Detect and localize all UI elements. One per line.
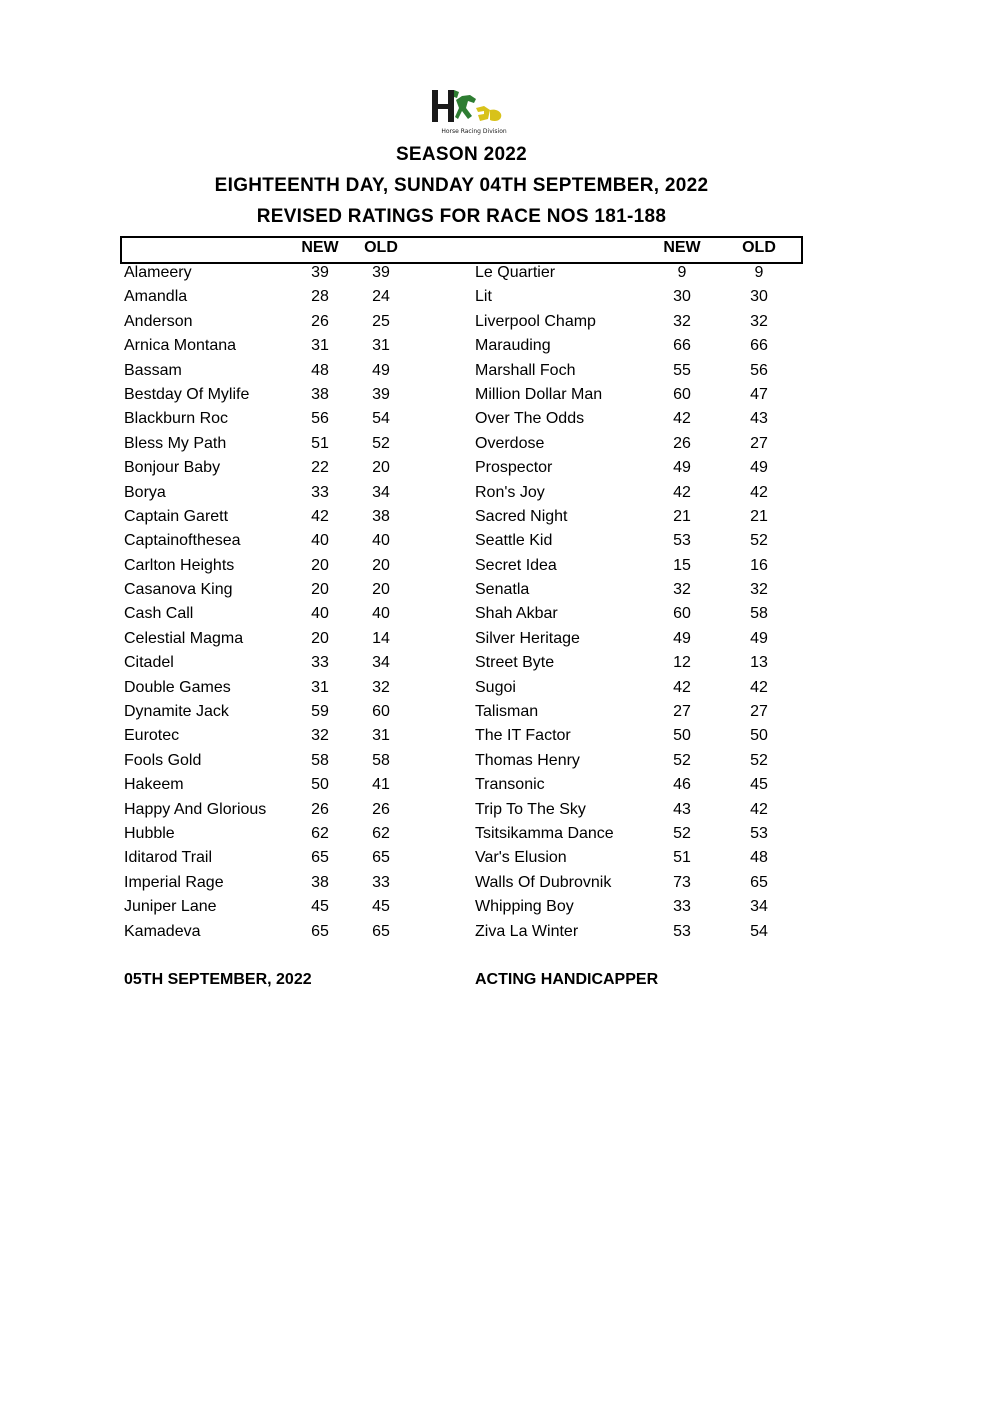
- left-old-rating: 49: [372, 361, 390, 379]
- right-new-rating: 33: [673, 898, 691, 916]
- left-old-rating: 31: [372, 337, 390, 355]
- table-row: [0, 384, 999, 408]
- left-horse-name: Anderson: [124, 312, 193, 330]
- left-horse-name: Juniper Lane: [124, 898, 217, 916]
- right-new-rating: 32: [673, 581, 691, 599]
- table-row: [0, 457, 999, 481]
- right-new-rating: 30: [673, 288, 691, 306]
- table-row: [0, 286, 999, 310]
- right-old-rating: 52: [750, 532, 768, 550]
- left-new-rating: 22: [311, 459, 329, 477]
- table-row: [0, 579, 999, 603]
- table-row: [0, 603, 999, 627]
- right-horse-name: Liverpool Champ: [475, 312, 596, 330]
- right-old-rating: 34: [750, 898, 768, 916]
- left-old-rating: 33: [372, 873, 390, 891]
- footer-date: 05TH SEPTEMBER, 2022: [124, 971, 312, 988]
- left-horse-name: Happy And Glorious: [124, 800, 267, 818]
- right-horse-name: Marshall Foch: [475, 361, 576, 379]
- left-old-rating: 26: [372, 800, 390, 818]
- right-old-rating: 42: [750, 678, 768, 696]
- table-row: [0, 628, 999, 652]
- left-new-rating: 48: [311, 361, 329, 379]
- right-horse-name: Transonic: [475, 776, 545, 794]
- left-horse-name: Bless My Path: [124, 434, 227, 452]
- right-old-rating: 53: [750, 824, 768, 842]
- left-old-rating: 52: [372, 434, 390, 452]
- right-new-rating: 12: [673, 654, 691, 672]
- table-row: [0, 799, 999, 823]
- left-old-rating: 45: [372, 898, 390, 916]
- left-old-rating: 32: [372, 678, 390, 696]
- left-new-rating: 38: [311, 873, 329, 891]
- right-horse-name: Seattle Kid: [475, 532, 553, 550]
- left-new-rating: 20: [311, 581, 329, 599]
- left-old-rating: 20: [372, 556, 390, 574]
- left-old-rating: 60: [372, 703, 390, 721]
- left-horse-name: Citadel: [124, 654, 174, 672]
- left-old-rating: 39: [372, 264, 390, 281]
- left-old-rating: 54: [372, 410, 390, 428]
- right-horse-name: Senatla: [475, 581, 530, 599]
- table-row: [0, 652, 999, 676]
- right-new-rating: 42: [673, 483, 691, 501]
- left-new-rating: 20: [311, 556, 329, 574]
- right-horse-name: Thomas Henry: [475, 751, 580, 769]
- table-row: [0, 847, 999, 871]
- right-new-rating: 60: [673, 605, 691, 623]
- right-new-rating: 43: [673, 800, 691, 818]
- left-old-rating: 40: [372, 532, 390, 550]
- ratings-table: [0, 262, 999, 945]
- table-row: [0, 530, 999, 554]
- left-old-rating: 41: [372, 776, 390, 794]
- right-horse-name: Shah Akbar: [475, 605, 558, 623]
- left-new-rating: 56: [311, 410, 329, 428]
- right-old-rating: 27: [750, 434, 768, 452]
- right-old-rating: 42: [750, 483, 768, 501]
- right-old-rating: 43: [750, 410, 768, 428]
- left-new-header: NEW: [301, 239, 339, 256]
- left-new-rating: 31: [311, 678, 329, 696]
- right-old-rating: 45: [750, 776, 768, 794]
- left-horse-name: Bestday Of Mylife: [124, 385, 250, 403]
- right-old-rating: 66: [750, 337, 768, 355]
- left-old-rating: 58: [372, 751, 390, 769]
- right-new-rating: 50: [673, 727, 691, 745]
- left-horse-name: Carlton Heights: [124, 556, 235, 574]
- right-horse-name: Walls Of Dubrovnik: [475, 873, 612, 891]
- left-new-rating: 28: [311, 288, 329, 306]
- left-old-rating: 25: [372, 312, 390, 330]
- right-old-rating: 65: [750, 873, 768, 891]
- right-old-rating: 58: [750, 605, 768, 623]
- right-horse-name: Sacred Night: [475, 507, 568, 525]
- left-new-rating: 45: [311, 898, 329, 916]
- table-row: [0, 555, 999, 579]
- right-new-rating: 26: [673, 434, 691, 452]
- left-horse-name: Imperial Rage: [124, 873, 224, 891]
- table-row: [0, 823, 999, 847]
- left-old-rating: 62: [372, 824, 390, 842]
- left-new-rating: 33: [311, 654, 329, 672]
- left-horse-name: Eurotec: [124, 727, 180, 745]
- table-row: [0, 311, 999, 335]
- left-new-rating: 42: [311, 507, 329, 525]
- left-new-rating: 51: [311, 434, 329, 452]
- right-new-rating: 60: [673, 385, 691, 403]
- right-horse-name: Ron's Joy: [475, 483, 545, 501]
- table-row: [0, 750, 999, 774]
- right-horse-name: Sugoi: [475, 678, 516, 696]
- right-horse-name: Var's Elusion: [475, 849, 567, 867]
- left-horse-name: Bonjour Baby: [124, 459, 221, 477]
- right-horse-name: Over The Odds: [475, 410, 585, 428]
- right-new-rating: 27: [673, 703, 691, 721]
- left-old-rating: 38: [372, 507, 390, 525]
- right-new-rating: 55: [673, 361, 691, 379]
- right-new-header: NEW: [663, 239, 701, 256]
- left-new-rating: 40: [311, 532, 329, 550]
- footer-signatory: ACTING HANDICAPPER: [475, 971, 659, 988]
- left-new-rating: 65: [311, 922, 329, 940]
- left-new-rating: 33: [311, 483, 329, 501]
- left-old-rating: 65: [372, 849, 390, 867]
- left-new-rating: 31: [311, 337, 329, 355]
- left-new-rating: 39: [311, 264, 329, 281]
- left-old-rating: 20: [372, 581, 390, 599]
- left-horse-name: Hakeem: [124, 776, 184, 794]
- right-old-rating: 47: [750, 385, 768, 403]
- right-horse-name: Tsitsikamma Dance: [475, 824, 614, 842]
- right-old-rating: 48: [750, 849, 768, 867]
- left-old-rating: 31: [372, 727, 390, 745]
- left-horse-name: Double Games: [124, 678, 231, 696]
- left-horse-name: Captainofthesea: [124, 532, 241, 550]
- right-old-rating: 49: [750, 459, 768, 477]
- table-row: [0, 335, 999, 359]
- right-old-rating: 50: [750, 727, 768, 745]
- right-horse-name: Street Byte: [475, 654, 555, 672]
- left-old-rating: 34: [372, 654, 390, 672]
- right-horse-name: Trip To The Sky: [475, 800, 586, 818]
- right-horse-name: Talisman: [475, 703, 539, 721]
- right-new-rating: 42: [673, 410, 691, 428]
- right-new-rating: 15: [673, 556, 691, 574]
- right-old-rating: 21: [750, 507, 768, 525]
- left-horse-name: Cash Call: [124, 605, 194, 623]
- table-row: [0, 921, 999, 945]
- left-horse-name: Bassam: [124, 361, 182, 379]
- right-new-rating: 52: [673, 824, 691, 842]
- left-old-rating: 39: [372, 385, 390, 403]
- left-new-rating: 50: [311, 776, 329, 794]
- left-new-rating: 59: [311, 703, 329, 721]
- right-old-rating: 52: [750, 751, 768, 769]
- svg-text:Horse Racing Division: Horse Racing Division: [441, 128, 507, 135]
- right-new-rating: 51: [673, 849, 691, 867]
- left-horse-name: Dynamite Jack: [124, 703, 229, 721]
- right-new-rating: 9: [677, 264, 687, 281]
- right-old-rating: 27: [750, 703, 768, 721]
- left-horse-name: Captain Garett: [124, 507, 229, 525]
- left-horse-name: Iditarod Trail: [124, 849, 213, 867]
- right-old-rating: 9: [754, 264, 764, 281]
- right-horse-name: Prospector: [475, 459, 553, 477]
- right-old-rating: 32: [750, 312, 768, 330]
- right-old-rating: 16: [750, 556, 768, 574]
- table-row: [0, 872, 999, 896]
- day-line: EIGHTEENTH DAY, SUNDAY 04TH SEPTEMBER, 2022: [214, 175, 709, 196]
- left-old-rating: 24: [372, 288, 390, 306]
- right-horse-name: Whipping Boy: [475, 898, 574, 916]
- right-old-rating: 13: [750, 654, 768, 672]
- right-new-rating: 49: [673, 629, 691, 647]
- table-row: [0, 262, 999, 286]
- left-old-header: OLD: [364, 239, 398, 256]
- left-new-rating: 38: [311, 385, 329, 403]
- right-new-rating: 53: [673, 532, 691, 550]
- left-new-rating: 26: [311, 800, 329, 818]
- table-row: [0, 360, 999, 384]
- table-row: [0, 506, 999, 530]
- left-old-rating: 34: [372, 483, 390, 501]
- table-row: [0, 408, 999, 432]
- right-horse-name: Lit: [475, 288, 492, 306]
- right-old-rating: 56: [750, 361, 768, 379]
- right-old-rating: 32: [750, 581, 768, 599]
- table-row: [0, 482, 999, 506]
- table-row: [0, 725, 999, 749]
- right-new-rating: 49: [673, 459, 691, 477]
- right-horse-name: Le Quartier: [475, 264, 556, 281]
- table-row: [0, 774, 999, 798]
- season-title: SEASON 2022: [395, 144, 528, 165]
- left-old-rating: 20: [372, 459, 390, 477]
- left-new-rating: 65: [311, 849, 329, 867]
- left-old-rating: 14: [372, 629, 390, 647]
- right-old-rating: 42: [750, 800, 768, 818]
- right-horse-name: Secret Idea: [475, 556, 557, 574]
- right-horse-name: Million Dollar Man: [475, 385, 603, 403]
- left-horse-name: Hubble: [124, 824, 175, 842]
- left-old-rating: 65: [372, 922, 390, 940]
- right-new-rating: 52: [673, 751, 691, 769]
- left-new-rating: 58: [311, 751, 329, 769]
- left-new-rating: 26: [311, 312, 329, 330]
- table-row: [0, 433, 999, 457]
- hrd-logo-graphic: [428, 86, 520, 138]
- right-horse-name: Overdose: [475, 434, 545, 452]
- left-horse-name: Arnica Montana: [124, 337, 237, 355]
- right-old-rating: 49: [750, 629, 768, 647]
- right-old-rating: 30: [750, 288, 768, 306]
- left-horse-name: Blackburn Roc: [124, 410, 229, 428]
- right-horse-name: Ziva La Winter: [475, 922, 579, 940]
- left-new-rating: 32: [311, 727, 329, 745]
- left-horse-name: Amandla: [124, 288, 188, 306]
- right-horse-name: Silver Heritage: [475, 629, 580, 647]
- left-new-rating: 20: [311, 629, 329, 647]
- left-horse-name: Fools Gold: [124, 751, 202, 769]
- right-new-rating: 46: [673, 776, 691, 794]
- table-row: [0, 701, 999, 725]
- table-row: [0, 896, 999, 920]
- right-horse-name: Marauding: [475, 337, 551, 355]
- right-new-rating: 21: [673, 507, 691, 525]
- left-horse-name: Kamadeva: [124, 922, 201, 940]
- right-new-rating: 66: [673, 337, 691, 355]
- right-new-rating: 42: [673, 678, 691, 696]
- right-new-rating: 53: [673, 922, 691, 940]
- left-new-rating: 62: [311, 824, 329, 842]
- right-new-rating: 73: [673, 873, 691, 891]
- left-old-rating: 40: [372, 605, 390, 623]
- right-new-rating: 32: [673, 312, 691, 330]
- right-old-header: OLD: [742, 239, 776, 256]
- left-horse-name: Borya: [124, 483, 166, 501]
- right-horse-name: The IT Factor: [475, 727, 571, 745]
- right-old-rating: 54: [750, 922, 768, 940]
- left-new-rating: 40: [311, 605, 329, 623]
- table-row: [0, 677, 999, 701]
- left-horse-name: Casanova King: [124, 581, 233, 599]
- hrd-logo: [428, 86, 520, 138]
- left-horse-name: Alameery: [124, 264, 192, 281]
- page-subtitle: REVISED RATINGS FOR RACE NOS 181-188: [256, 206, 667, 227]
- left-horse-name: Celestial Magma: [124, 629, 244, 647]
